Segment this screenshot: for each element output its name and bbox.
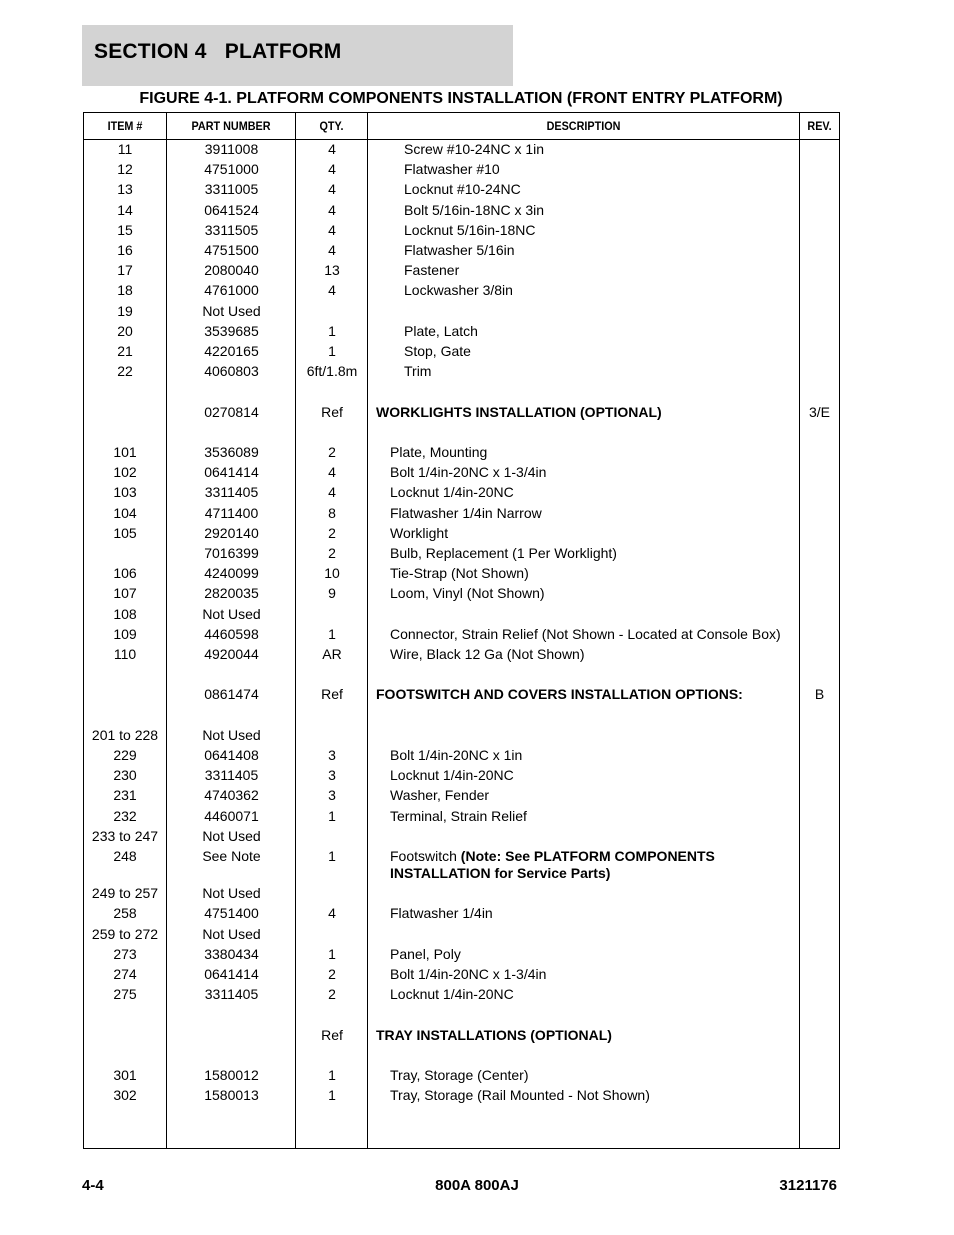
description <box>371 141 832 158</box>
item-number: 229 <box>113 747 137 763</box>
item-number: 201 to 228 <box>91 726 159 743</box>
description-text: Footswitch <box>390 848 457 864</box>
description <box>371 444 818 461</box>
item-number: 105 <box>113 524 137 541</box>
description-text: Locknut 1/4in-20NC <box>390 767 514 784</box>
quantity: 6ft/1.8m <box>306 363 358 380</box>
part-number: 3311405 <box>204 986 259 1003</box>
part-number: Not Used <box>202 925 261 942</box>
part-number: 3539685 <box>204 322 259 339</box>
part-number: 4740362 <box>204 787 259 804</box>
quantity: 2 <box>328 444 336 460</box>
quantity: 8 <box>328 504 336 521</box>
part-number: 2080040 <box>204 262 259 279</box>
revision: B <box>814 686 825 703</box>
description <box>371 484 818 501</box>
quantity: 1 <box>328 343 336 359</box>
page-number: 4-4 <box>82 1177 104 1194</box>
description <box>371 767 818 784</box>
item-number: 232 <box>113 807 137 824</box>
part-number: 3911008 <box>204 141 259 157</box>
parts-table <box>83 112 840 1149</box>
description-text: Locknut 1/4in-20NC <box>390 484 514 501</box>
part-number: 4240099 <box>204 565 259 582</box>
item-number: 22 <box>117 363 133 380</box>
item-number: 258 <box>113 905 137 922</box>
description-text: Panel, Poly <box>390 945 461 962</box>
quantity: 4 <box>328 201 336 218</box>
item-number: 21 <box>117 343 133 359</box>
quantity: 1 <box>328 322 336 339</box>
part-number: 4920044 <box>204 646 259 662</box>
description-text: Lockwasher 3/8in <box>404 282 513 299</box>
quantity: 3 <box>328 767 336 784</box>
document-number: 3121176 <box>779 1177 837 1194</box>
quantity: AR <box>322 646 342 662</box>
quantity: 4 <box>328 141 336 157</box>
item-number: 107 <box>113 585 137 602</box>
item-number: 108 <box>113 605 137 622</box>
quantity: 2 <box>328 966 336 982</box>
quantity: 4 <box>328 242 336 258</box>
item-number: 274 <box>113 966 137 982</box>
description <box>371 905 818 922</box>
col-header-rev: REV. <box>807 119 832 133</box>
description-text: Bolt 1/4in-20NC x 1in <box>390 747 523 763</box>
figure-title: FIGURE 4-1. PLATFORM COMPONENTS INSTALLATION (FRONT ENTRY PLATFORM) <box>139 90 783 107</box>
description-text: Tray, Storage (Rail Mounted - Not Shown) <box>390 1087 650 1104</box>
description-text: FOOTSWITCH AND COVERS INSTALLATION OPTIONS: <box>376 686 743 703</box>
quantity: 1 <box>328 1087 336 1104</box>
description <box>371 585 818 602</box>
description <box>371 404 804 421</box>
col-header-qty: QTY. <box>319 119 344 133</box>
part-number: 4060803 <box>204 363 259 380</box>
description <box>371 1067 818 1084</box>
quantity: Ref <box>321 403 343 420</box>
description-text: Loom, Vinyl (Not Shown) <box>390 585 545 602</box>
item-number: 233 to 247 <box>91 827 159 844</box>
quantity: 10 <box>324 565 340 582</box>
quantity: 9 <box>328 585 336 602</box>
description-text: Flatwasher 1/4in <box>390 905 493 922</box>
item-number: 14 <box>117 201 133 218</box>
item-number: 302 <box>113 1087 137 1104</box>
quantity: 4 <box>328 464 336 481</box>
header-divider <box>84 139 839 140</box>
description-text: Trim <box>404 363 432 380</box>
quantity: 3 <box>328 747 336 763</box>
quantity: Ref <box>321 686 343 703</box>
quantity: 4 <box>328 484 336 501</box>
item-number: 16 <box>117 242 133 258</box>
part-number: 0270814 <box>204 403 259 420</box>
description <box>371 181 832 198</box>
item-number: 301 <box>113 1067 137 1083</box>
item-number: 275 <box>113 986 137 1003</box>
part-number: 1580012 <box>204 1067 259 1083</box>
description <box>371 787 818 804</box>
description-text: Worklight <box>390 524 449 541</box>
description-text: Terminal, Strain Relief <box>390 807 527 824</box>
description <box>371 565 818 582</box>
item-number: 13 <box>117 181 133 198</box>
part-number: 3311405 <box>204 484 259 501</box>
part-number: See Note <box>202 848 261 864</box>
revision: 3/E <box>808 403 830 420</box>
quantity: 1 <box>328 848 336 864</box>
part-number: 0641414 <box>204 464 259 481</box>
item-number: 103 <box>113 484 137 501</box>
section-title: SECTION 4 PLATFORM <box>94 40 342 63</box>
description-text: Locknut 1/4in-20NC <box>390 986 514 1003</box>
description <box>371 222 832 239</box>
item-number: 20 <box>117 322 133 339</box>
description-text: Stop, Gate <box>404 343 471 359</box>
description <box>371 282 832 299</box>
part-number: Not Used <box>202 885 261 902</box>
item-number: 230 <box>113 767 137 784</box>
item-number: 109 <box>113 625 137 642</box>
part-number: 4460071 <box>204 807 259 824</box>
part-number: 3380434 <box>204 945 259 962</box>
quantity: 4 <box>328 181 336 198</box>
description <box>371 686 804 703</box>
description-text: Bulb, Replacement (1 Per Worklight) <box>390 545 617 561</box>
part-number: Not Used <box>202 302 261 319</box>
quantity: 1 <box>328 807 336 824</box>
description <box>371 966 818 983</box>
item-number: 12 <box>117 161 133 178</box>
part-number: 0641414 <box>204 966 259 982</box>
model-number: 800A 800AJ <box>435 1177 519 1194</box>
item-number: 248 <box>113 848 137 864</box>
item-number: 18 <box>117 282 133 299</box>
item-number: 110 <box>113 646 137 662</box>
description-text: Locknut #10-24NC <box>404 181 521 198</box>
item-number: 259 to 272 <box>91 925 159 942</box>
item-number: 231 <box>113 787 137 804</box>
description-text: Flatwasher #10 <box>404 161 500 178</box>
quantity: 4 <box>328 905 336 922</box>
description <box>371 646 818 663</box>
description-text: Plate, Latch <box>404 322 478 339</box>
item-number: 106 <box>113 565 137 582</box>
part-number: 4751400 <box>204 905 259 922</box>
description <box>371 946 818 963</box>
part-number: 2820035 <box>204 585 259 602</box>
description-note-line2: INSTALLATION for Service Parts) <box>390 865 611 881</box>
description-text: Washer, Fender <box>390 787 490 804</box>
description <box>371 202 832 219</box>
description-text: Flatwasher 5/16in <box>404 242 515 258</box>
description <box>371 1027 804 1044</box>
quantity: 2 <box>328 524 336 541</box>
description-text: Flatwasher 1/4in Narrow <box>390 504 542 521</box>
description-text: Connector, Strain Relief (Not Shown - Located at Console Box) <box>390 625 781 642</box>
item-number: 249 to 257 <box>91 885 159 902</box>
item-number: 19 <box>117 302 133 319</box>
description-text: Tray, Storage (Center) <box>390 1067 529 1083</box>
part-number: 0641524 <box>204 201 259 218</box>
part-number: 7016399 <box>204 545 259 561</box>
description <box>371 363 832 380</box>
part-number: 3311505 <box>204 221 259 238</box>
part-number: Not Used <box>202 827 261 844</box>
part-number: 0861474 <box>204 686 259 703</box>
description-text: Tie-Strap (Not Shown) <box>390 565 529 582</box>
description <box>371 262 832 279</box>
description <box>371 1087 818 1104</box>
part-number: 0641408 <box>204 747 259 763</box>
description-text: Bolt 5/16in-18NC x 3in <box>404 201 545 218</box>
part-number: 3311405 <box>204 767 259 784</box>
item-number: 11 <box>117 141 133 157</box>
item-number: 104 <box>113 504 137 521</box>
part-number: 1580013 <box>204 1087 259 1104</box>
description-text: Bolt 1/4in-20NC x 1-3/4in <box>390 464 547 481</box>
description <box>371 747 818 764</box>
quantity: 13 <box>324 262 340 279</box>
item-number: 102 <box>113 464 137 481</box>
description <box>371 626 818 643</box>
col-header-description: DESCRIPTION <box>546 119 621 133</box>
part-number: Not Used <box>202 605 261 622</box>
part-number: 3536089 <box>204 444 259 460</box>
description-text: Plate, Mounting <box>390 444 488 460</box>
description <box>371 525 818 542</box>
quantity: 2 <box>328 986 336 1003</box>
item-number: 15 <box>117 221 133 238</box>
item-number: 17 <box>117 262 133 279</box>
description <box>371 464 818 481</box>
section-header <box>82 25 513 86</box>
description-text: Wire, Black 12 Ga (Not Shown) <box>390 646 585 662</box>
quantity: 2 <box>328 545 336 561</box>
item-number: 101 <box>113 444 137 460</box>
col-header-part-number: PART NUMBER <box>191 119 271 133</box>
description <box>371 323 832 340</box>
col-header-item: ITEM # <box>107 119 143 133</box>
quantity: Ref <box>321 1026 343 1043</box>
description-text: TRAY INSTALLATIONS (OPTIONAL) <box>376 1026 612 1043</box>
quantity: 1 <box>328 625 336 642</box>
description <box>371 343 832 360</box>
quantity: 4 <box>328 282 336 299</box>
part-number: 4751000 <box>204 161 259 178</box>
part-number: 4460598 <box>204 625 259 642</box>
description-text: Bolt 1/4in-20NC x 1-3/4in <box>390 966 547 982</box>
description-text: Locknut 5/16in-18NC <box>404 221 536 238</box>
description <box>371 545 818 562</box>
description <box>371 161 832 178</box>
quantity: 4 <box>328 221 336 238</box>
part-number: 3311005 <box>204 181 259 198</box>
description-note: (Note: See PLATFORM COMPONENTS <box>456 848 715 864</box>
quantity: 1 <box>328 1067 336 1083</box>
description-text: Fastener <box>404 262 460 279</box>
part-number: Not Used <box>202 726 261 743</box>
description <box>371 808 818 825</box>
part-number: 4711400 <box>204 504 259 521</box>
part-number: 4751500 <box>204 242 259 258</box>
quantity: 3 <box>328 787 336 804</box>
part-number: 4761000 <box>204 282 259 299</box>
quantity: 4 <box>328 161 336 178</box>
description-text: WORKLIGHTS INSTALLATION (OPTIONAL) <box>376 403 662 420</box>
item-number: 273 <box>113 945 137 962</box>
part-number: 4220165 <box>204 343 259 359</box>
part-number: 2920140 <box>204 524 259 541</box>
description <box>371 242 832 259</box>
description <box>371 505 818 522</box>
description <box>371 848 818 882</box>
quantity: 1 <box>328 945 336 962</box>
description-text: Screw #10-24NC x 1in <box>404 141 545 157</box>
description <box>371 986 818 1003</box>
